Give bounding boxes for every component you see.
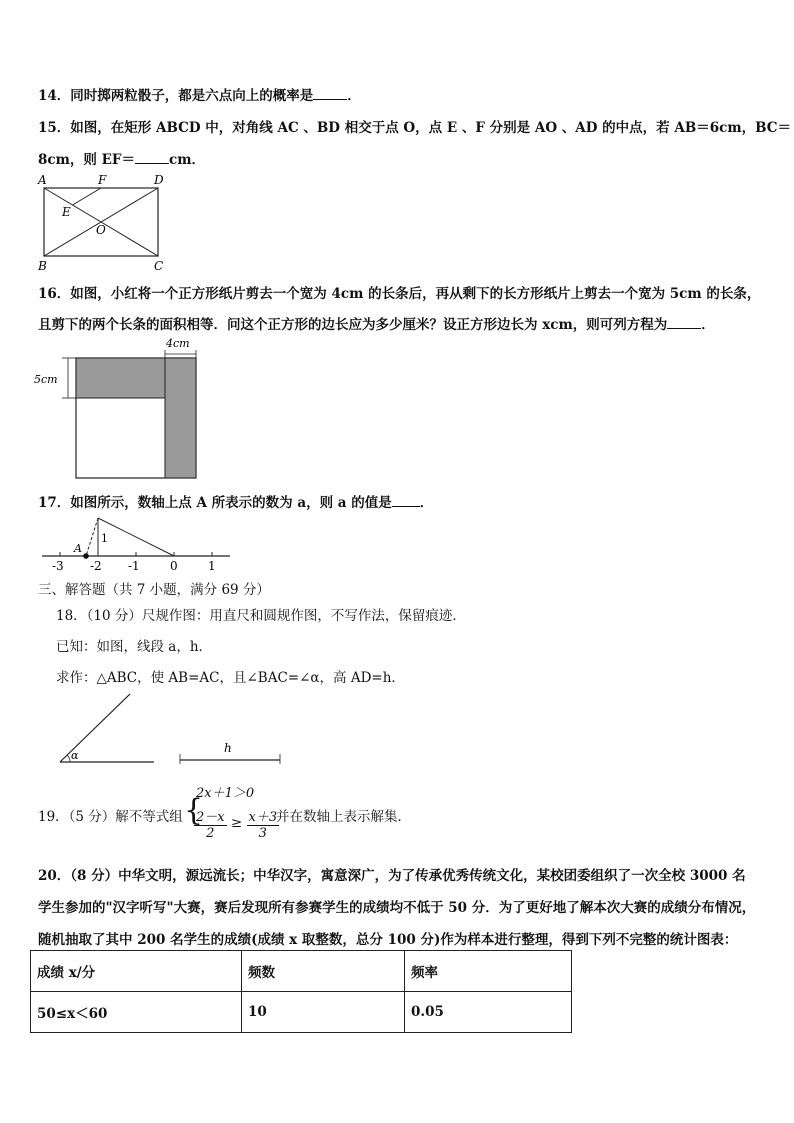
label-1: 1 <box>101 532 108 545</box>
score-table <box>30 950 572 1033</box>
label-5cm: 5cm <box>34 373 58 386</box>
tick-label: 1 <box>208 559 216 573</box>
answer-blank <box>667 316 701 329</box>
inequality-2 <box>194 806 279 841</box>
fraction-denominator: 2 <box>206 826 215 841</box>
q15-line2 <box>38 148 205 168</box>
angle-and-segment-figure <box>56 690 286 768</box>
label-4cm: 4cm <box>166 337 190 350</box>
tick-label: -3 <box>52 559 64 573</box>
question-17 <box>38 491 433 511</box>
point-a <box>83 553 89 559</box>
q14-text: 14．同时掷两粒骰子，都是六点向上的概率是 <box>38 88 314 104</box>
fraction-right <box>247 806 280 841</box>
number-line-figure <box>38 512 234 574</box>
fraction-numerator: 2－x <box>194 806 227 826</box>
q15-line2-b: cm． <box>168 152 205 168</box>
q20-line3: 随机抽取了其中 200 名学生的成绩(成绩 x 取整数，总分 100 分)作为样本进行整理，得到下列不完整的统计图表： <box>38 932 738 948</box>
q16-line2 <box>38 313 715 333</box>
fraction-left <box>194 806 227 841</box>
fraction-denominator: 3 <box>258 826 267 841</box>
answer-blank <box>135 151 169 164</box>
table-header: 频数 <box>242 951 405 992</box>
table-cell: 50≤x＜60 <box>31 992 242 1033</box>
rectangle-figure <box>36 172 176 276</box>
q20-line1: 20．（8 分）中华文明，源远流长；中华汉字，寓意深广，为了传承优秀传统文化，某校团委组织了一次全校 3000 名 <box>38 868 746 884</box>
q16-tail: ． <box>701 317 715 333</box>
brace-icon: { <box>184 793 204 828</box>
label-f: F <box>98 173 107 187</box>
answer-blank <box>392 494 420 507</box>
section-title: 三、解答题（共 7 小题，满分 69 分） <box>38 582 270 598</box>
q16-line2-text: 且剪下的两个长条的面积相等．问这个正方形的边长应为多少厘米？设正方形边长为 xcm，则可列方程为 <box>38 317 668 333</box>
label-alpha: α <box>71 749 79 762</box>
q18-line3: 求作：△ABC，使 AB=AC，且∠BAC=∠α，高 AD=h． <box>56 670 405 686</box>
segment-ef <box>73 188 102 205</box>
table-header: 频率 <box>405 951 572 992</box>
table-row <box>31 992 572 1033</box>
tick-label: -2 <box>90 559 102 573</box>
geq-sign: ≥ <box>230 815 243 831</box>
q14-tail: ． <box>347 88 361 104</box>
table-cell: 10 <box>242 992 405 1033</box>
q18-line2: 已知：如图，线段 a，h． <box>56 639 213 655</box>
label-b: B <box>38 259 47 273</box>
q17-tail: ． <box>419 495 434 511</box>
angle-arc <box>67 755 70 762</box>
square-paper-figure <box>34 334 204 482</box>
q18-line1: 18．（10 分）尺规作图：用直尺和圆规作图，不写作法，保留痕迹． <box>56 608 466 624</box>
tick-label: 0 <box>170 559 178 573</box>
hypotenuse <box>98 518 174 556</box>
label-c: C <box>154 259 164 273</box>
label-d: D <box>154 173 164 187</box>
q17-text: 17．如图所示，数轴上点 A 所表示的数为 a，则 a 的值是 <box>38 495 392 511</box>
strip-4cm <box>165 358 196 478</box>
fraction-numerator: x＋3 <box>247 806 280 826</box>
q19-prefix: 19．（5 分）解不等式组 <box>38 809 183 825</box>
strip-5cm <box>76 358 165 398</box>
q16-line1: 16．如图，小红将一个正方形纸片剪去一个宽为 4cm 的长条后，再从剩下的长方形纸片上剪去一个宽为 5cm 的长条， <box>38 286 761 302</box>
arc-trace <box>86 518 98 556</box>
answer-blank <box>313 87 347 100</box>
question-19 <box>38 776 538 848</box>
table-header-row <box>31 951 572 992</box>
label-e: E <box>62 205 71 219</box>
table-header: 成绩 x/分 <box>31 951 242 992</box>
q19-suffix: 并在数轴上表示解集． <box>276 809 411 825</box>
label-h: h <box>224 741 232 755</box>
label-o: O <box>96 223 106 237</box>
tick-label: -1 <box>128 559 140 573</box>
question-14 <box>38 84 361 104</box>
label-a: A <box>74 542 82 555</box>
q20-line2: 学生参加的"汉字听写"大赛，赛后发现所有参赛学生的成绩均不低于 50 分．为了更好地了解本次大赛的成绩分布情况， <box>38 900 756 916</box>
table-cell: 0.05 <box>405 992 572 1033</box>
q15-line2-a: 8cm，则 EF＝ <box>38 152 135 168</box>
label-a: A <box>38 173 47 187</box>
inequality-1: 2x＋1＞0 <box>196 786 255 801</box>
q15-line1: 15．如图，在矩形 ABCD 中，对角线 AC 、BD 相交于点 O，点 E 、F 分别是 AO 、AD 的中点，若 AB＝6cm，BC＝ <box>38 120 792 136</box>
